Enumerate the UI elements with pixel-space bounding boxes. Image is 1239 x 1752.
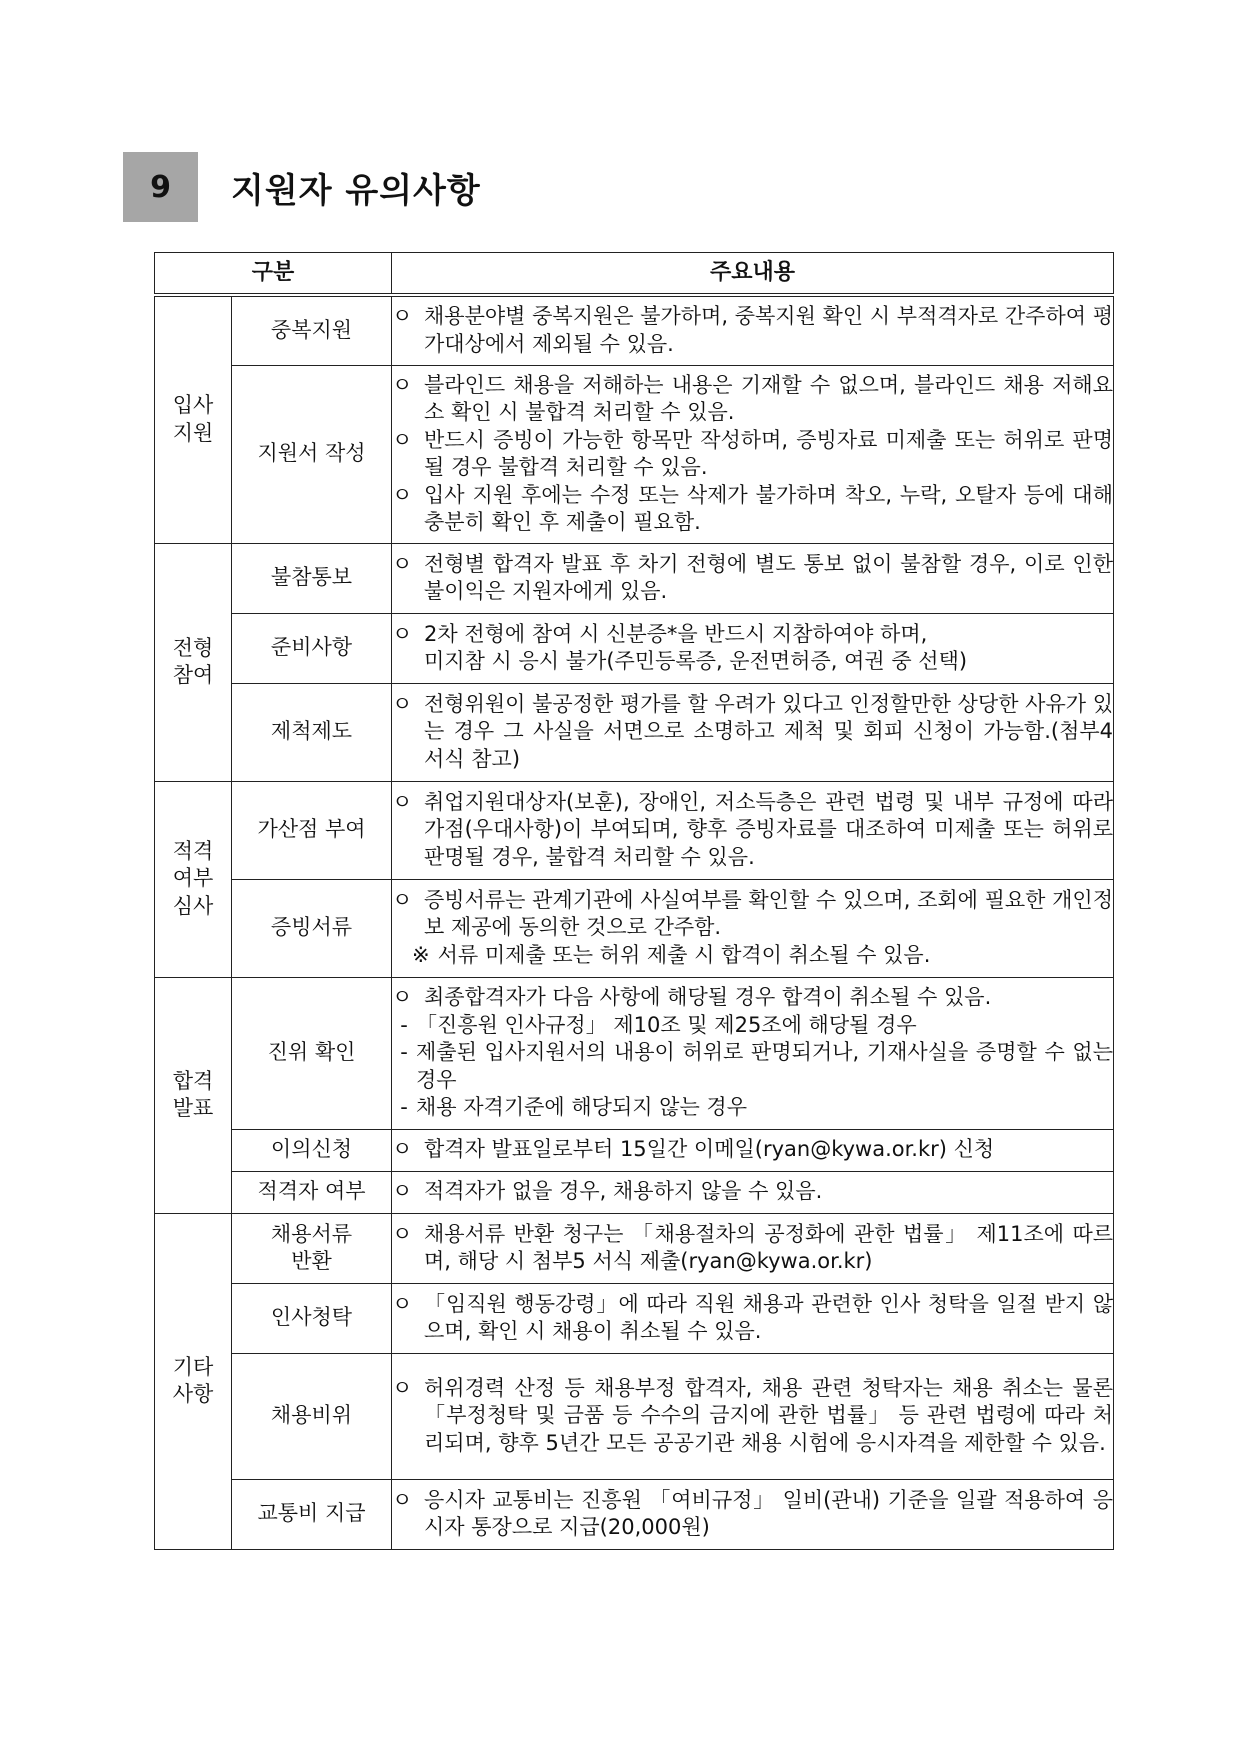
bullet-icon: ㅇ	[392, 1291, 413, 1316]
table-row	[155, 879, 1114, 977]
header-content: 주요내용	[392, 253, 1114, 296]
bullet-icon: ㅇ	[392, 1221, 413, 1246]
table-row	[155, 543, 1114, 613]
table-row	[155, 1283, 1114, 1353]
table-row	[155, 1353, 1114, 1479]
bullet-icon: ㅇ	[392, 789, 413, 814]
bullet-item	[392, 372, 1113, 427]
content-cell	[392, 1129, 1114, 1171]
content-cell	[392, 977, 1114, 1129]
bullet-icon: ㅇ	[392, 304, 413, 329]
dash-item	[392, 1039, 1113, 1094]
bullet-item	[392, 691, 1113, 774]
subcategory-cell: 가산점 부여	[232, 781, 392, 879]
category-cell: 합격 발표	[155, 977, 232, 1213]
bullet-item	[392, 984, 1113, 1012]
subcategory-cell: 인사청탁	[232, 1283, 392, 1353]
table-row	[155, 1213, 1114, 1283]
bullet-item	[392, 887, 1113, 942]
subcategory-cell: 채용비위	[232, 1353, 392, 1479]
bullet-item	[392, 303, 1113, 358]
subcategory-cell: 채용서류 반환	[232, 1213, 392, 1283]
bullet-item	[392, 551, 1113, 606]
content-cell	[392, 683, 1114, 781]
bullet-text: 전형별 합격자 발표 후 차기 전형에 별도 통보 없이 불참할 경우, 이로 인한 불이익은 지원자에게 있음.	[424, 551, 1114, 603]
bullet-text: 채용서류 반환 청구는 「채용절차의 공정화에 관한 법률」 제11조에 따르며, 해당 시 첨부5 서식 제출(ryan@kywa.or.kr)	[424, 1221, 1114, 1273]
note-item	[392, 942, 1113, 970]
bullet-text: 최종합격자가 다음 사항에 해당될 경우 합격이 취소될 수 있음.	[424, 985, 992, 1010]
content-cell	[392, 879, 1114, 977]
bullet-text: 2차 전형에 참여 시 신분증*을 반드시 지참하여야 하며, 미지참 시 응시 불가(주민등록증, 운전면허증, 여권 중 선택)	[424, 621, 968, 673]
table-row	[155, 683, 1114, 781]
subcategory-cell: 지원서 작성	[232, 365, 392, 543]
content-cell	[392, 1213, 1114, 1283]
section-title: 지원자 유의사항	[231, 170, 481, 211]
content-cell	[392, 365, 1114, 543]
subcategory-cell: 불참통보	[232, 543, 392, 613]
bullet-icon: ㅇ	[392, 1179, 413, 1204]
bullet-text: 적격자가 없을 경우, 채용하지 않을 수 있음.	[424, 1179, 823, 1204]
dash-text: 「진흥원 인사규정」 제10조 및 제25조에 해당될 경우	[416, 1012, 917, 1037]
dash-mark: -	[400, 1095, 408, 1120]
bullet-item	[392, 1375, 1113, 1458]
subcategory-cell: 교통비 지급	[232, 1479, 392, 1549]
content-cell	[392, 613, 1114, 683]
note-mark: ※	[412, 942, 430, 967]
bullet-text: 「임직원 행동강령」에 따라 직원 채용과 관련한 인사 청탁을 일절 받지 않으며, 확인 시 채용이 취소될 수 있음.	[424, 1291, 1114, 1343]
bullet-text: 채용분야별 중복지원은 불가하며, 중복지원 확인 시 부적격자로 간주하여 평가대상에서 제외될 수 있음.	[424, 304, 1114, 356]
dash-item	[392, 1012, 1113, 1040]
bullet-item	[392, 1291, 1113, 1346]
bullet-item	[392, 482, 1113, 537]
bullet-icon: ㅇ	[392, 621, 413, 646]
bullet-item	[392, 427, 1113, 482]
table-row	[155, 1129, 1114, 1171]
dash-mark: -	[400, 1040, 408, 1065]
content-cell	[392, 1171, 1114, 1213]
bullet-icon: ㅇ	[392, 551, 413, 576]
content-cell	[392, 543, 1114, 613]
bullet-item	[392, 1136, 1113, 1164]
bullet-icon: ㅇ	[392, 1137, 413, 1162]
bullet-icon: ㅇ	[392, 482, 413, 507]
table-row	[155, 781, 1114, 879]
bullet-text: 반드시 증빙이 가능한 항목만 작성하며, 증빙자료 미제출 또는 허위로 판명될 경우 불합격 처리할 수 있음.	[424, 427, 1114, 479]
note-text: 서류 미제출 또는 허위 제출 시 합격이 취소될 수 있음.	[437, 942, 931, 967]
bullet-icon: ㅇ	[392, 372, 413, 397]
subcategory-cell: 증빙서류	[232, 879, 392, 977]
content-cell	[392, 295, 1114, 365]
table-row	[155, 977, 1114, 1129]
category-cell: 적격 여부 심사	[155, 781, 232, 977]
bullet-item	[392, 1221, 1113, 1276]
content-cell	[392, 1353, 1114, 1479]
bullet-icon: ㅇ	[392, 1375, 413, 1400]
content-cell	[392, 781, 1114, 879]
subcategory-cell: 적격자 여부	[232, 1171, 392, 1213]
dash-text: 제출된 입사지원서의 내용이 허위로 판명되거나, 기재사실을 증명할 수 없는 경우	[416, 1040, 1114, 1092]
bullet-text: 취업지원대상자(보훈), 장애인, 저소득층은 관련 법령 및 내부 규정에 따라 가점(우대사항)이 부여되며, 향후 증빙자료를 대조하여 미제출 또는 허위로 판명될 경우, 불합격 처리할 수 있음.	[424, 789, 1114, 869]
subcategory-cell: 중복지원	[232, 295, 392, 365]
bullet-text: 합격자 발표일로부터 15일간 이메일(ryan@kywa.or.kr) 신청	[424, 1137, 995, 1162]
bullet-item	[392, 789, 1113, 872]
bullet-icon: ㅇ	[392, 691, 413, 716]
content-cell	[392, 1283, 1114, 1353]
subcategory-cell: 이의신청	[232, 1129, 392, 1171]
header-category: 구분	[155, 253, 392, 296]
bullet-text: 증빙서류는 관계기관에 사실여부를 확인할 수 있으며, 조회에 필요한 개인정보 제공에 동의한 것으로 간주함.	[424, 887, 1114, 940]
section-number: 9	[123, 152, 198, 222]
category-cell: 입사 지원	[155, 295, 232, 543]
dash-item	[392, 1094, 1113, 1122]
bullet-icon: ㅇ	[392, 1487, 413, 1512]
bullet-icon: ㅇ	[392, 427, 413, 452]
bullet-icon: ㅇ	[392, 985, 413, 1010]
subcategory-cell: 제척제도	[232, 683, 392, 781]
bullet-text: 허위경력 산정 등 채용부정 합격자, 채용 관련 청탁자는 채용 취소는 물론 「부정청탁 및 금품 등 수수의 금지에 관한 법률」 등 관련 법령에 따라 처리되며, 향후 5년간 모든 공공기관 채용 시험에 응시자격을 제한할 수 있음.	[424, 1375, 1114, 1455]
section-header	[123, 152, 481, 222]
table-row	[155, 613, 1114, 683]
content-cell	[392, 1479, 1114, 1549]
bullet-item	[392, 621, 1113, 676]
bullet-text: 전형위원이 불공정한 평가를 할 우려가 있다고 인정할만한 상당한 사유가 있는 경우 그 사실을 서면으로 소명하고 제척 및 회피 신청이 가능함.(첨부4 서식 참고)	[424, 691, 1114, 771]
bullet-text: 블라인드 채용을 저해하는 내용은 기재할 수 없으며, 블라인드 채용 저해요소 확인 시 불합격 처리할 수 있음.	[424, 372, 1114, 424]
table-row	[155, 1171, 1114, 1213]
bullet-text: 응시자 교통비는 진흥원 「여비규정」 일비(관내) 기준을 일괄 적용하여 응시자 통장으로 지급(20,000원)	[424, 1487, 1114, 1539]
dash-mark: -	[400, 1012, 408, 1037]
dash-text: 채용 자격기준에 해당되지 않는 경우	[416, 1095, 748, 1120]
bullet-item	[392, 1487, 1113, 1542]
category-cell: 기타 사항	[155, 1213, 232, 1549]
bullet-text: 입사 지원 후에는 수정 또는 삭제가 불가하며 착오, 누락, 오탈자 등에 대해 충분히 확인 후 제출이 필요함.	[424, 482, 1114, 534]
table-row	[155, 1479, 1114, 1549]
subcategory-cell: 준비사항	[232, 613, 392, 683]
notice-table	[154, 252, 1114, 1550]
header-row	[155, 253, 1114, 296]
bullet-icon: ㅇ	[392, 887, 413, 912]
category-cell: 전형 참여	[155, 543, 232, 781]
bullet-item	[392, 1178, 1113, 1206]
table-row	[155, 295, 1114, 365]
table-row	[155, 365, 1114, 543]
subcategory-cell: 진위 확인	[232, 977, 392, 1129]
